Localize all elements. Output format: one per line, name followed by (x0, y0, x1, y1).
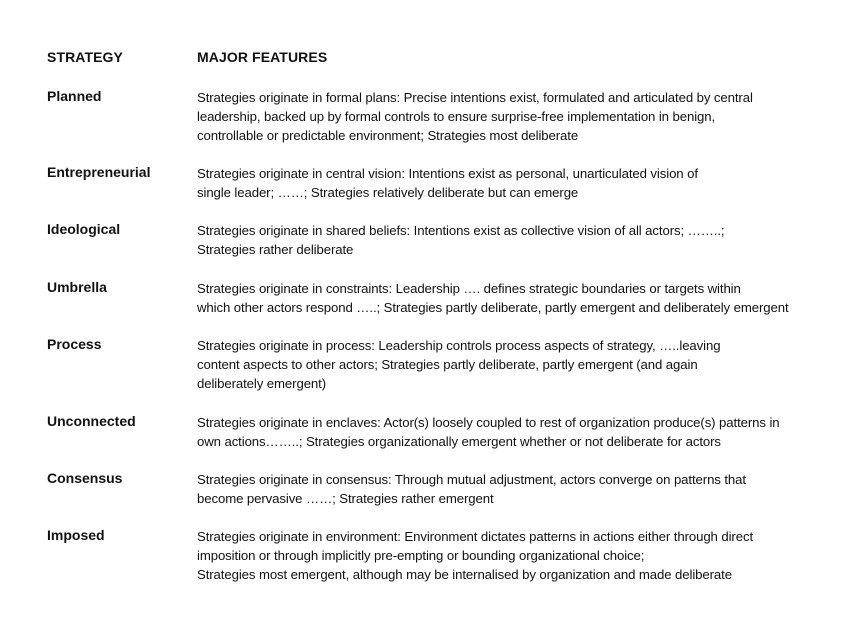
feature-line: which other actors respond …..; Strategies partly deliberate, partly emergent and deliberately emergent (197, 300, 789, 315)
strategy-features (197, 164, 837, 202)
strategy-name: Ideological (47, 221, 121, 237)
feature-line: Strategies originate in central vision: Intentions exist as personal, unarticulated vision of (197, 166, 698, 181)
feature-line: Strategies originate in process: Leadership controls process aspects of strategy, …..leaving (197, 338, 721, 353)
strategy-features (197, 279, 837, 317)
strategy-name: Umbrella (47, 279, 107, 295)
strategy-name: Process (47, 336, 102, 352)
feature-line: leadership, backed up by formal controls to ensure surprise-free implementation in benign, (197, 109, 716, 124)
feature-line: become pervasive ……; Strategies rather emergent (197, 491, 494, 506)
feature-line: deliberately emergent) (197, 376, 327, 391)
strategy-features (197, 527, 837, 584)
feature-line: Strategies originate in constraints: Leadership …. defines strategic boundaries or targets within (197, 281, 741, 296)
header-major-features: MAJOR FEATURES (197, 49, 328, 65)
feature-line: Strategies originate in environment: Environment dictates patterns in actions either through direct (197, 529, 754, 544)
strategy-name: Entrepreneurial (47, 164, 151, 180)
feature-line: Strategies originate in enclaves: Actor(s) loosely coupled to rest of organization produce(s) patterns in (197, 415, 780, 430)
strategy-name: Imposed (47, 527, 105, 543)
feature-line: controllable or predictable environment; Strategies most deliberate (197, 128, 579, 143)
feature-line: Strategies originate in consensus: Through mutual adjustment, actors converge on patterns that (197, 472, 746, 487)
strategy-features (197, 88, 837, 145)
strategy-name: Consensus (47, 470, 123, 486)
strategy-features (197, 221, 837, 259)
feature-line: Strategies most emergent, although may be internalised by organization and made deliberate (197, 567, 732, 582)
feature-line: content aspects to other actors; Strategies partly deliberate, partly emergent (and again (197, 357, 698, 372)
strategy-name: Unconnected (47, 413, 136, 429)
strategy-name: Planned (47, 88, 102, 104)
feature-line: own actions……..; Strategies organizationally emergent whether or not deliberate for actors (197, 434, 721, 449)
strategy-features (197, 336, 837, 393)
feature-line: Strategies originate in formal plans: Precise intentions exist, formulated and articulated by central (197, 90, 753, 105)
strategy-features (197, 413, 837, 451)
strategy-features (197, 470, 837, 508)
feature-line: Strategies originate in shared beliefs: Intentions exist as collective vision of all actors; ……..; (197, 223, 725, 238)
feature-line: imposition or through implicitly pre-empting or bounding organizational choice; (197, 548, 645, 563)
header-strategy: STRATEGY (47, 49, 123, 65)
feature-line: single leader; ……; Strategies relatively deliberate but can emerge (197, 185, 579, 200)
feature-line: Strategies rather deliberate (197, 242, 354, 257)
